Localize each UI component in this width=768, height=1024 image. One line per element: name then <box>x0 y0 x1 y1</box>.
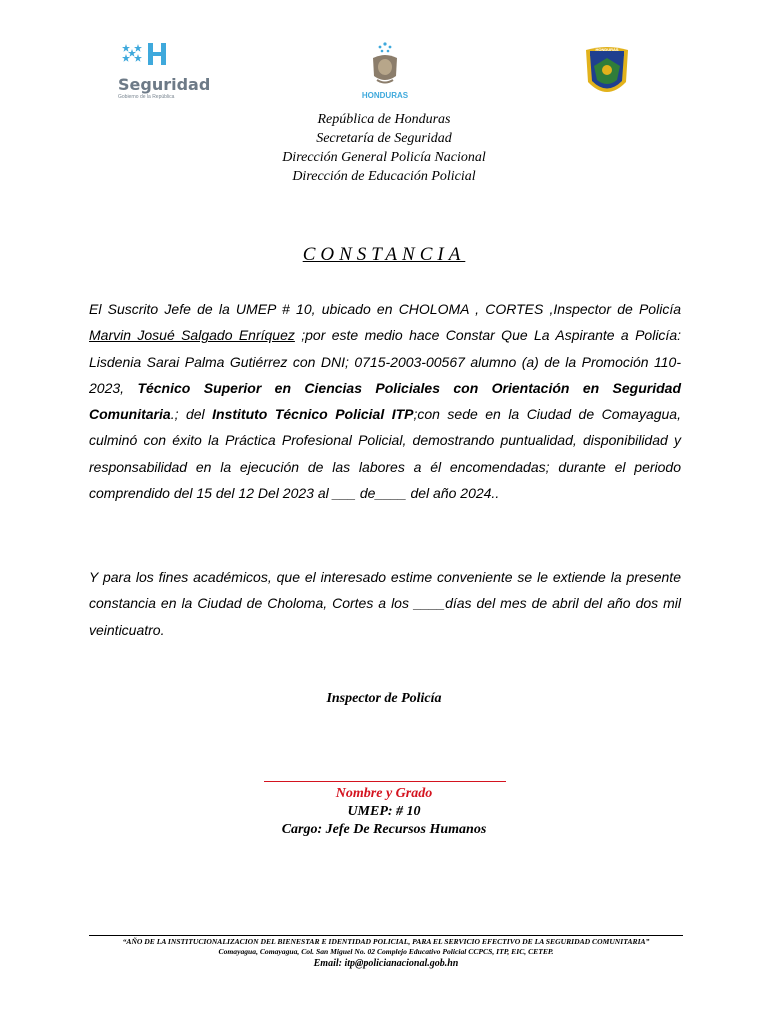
shield-label: HONDURAS <box>595 47 619 52</box>
cargo-label: Cargo: Jefe De Recursos Humanos <box>281 822 487 837</box>
document-title <box>0 244 768 266</box>
body-text-3: .; del <box>170 406 213 423</box>
seguridad-logo-text: Seguridad <box>118 75 211 94</box>
body-text-2: ;por este medio hace Constar Que La Aspirante a Policía: Lisdenia Sarai Palma Gutiérrez con DNI; 0715-2003-00567 alumno (a) de la Promoción 110-2023, <box>89 327 681 396</box>
seguridad-logo-subtitle: Gobierno de la República <box>118 94 175 100</box>
honduras-emblem <box>352 40 418 102</box>
signer-role: Inspector de Policía <box>326 691 442 706</box>
coat-of-arms-icon <box>352 40 418 86</box>
body-text-4: ;con sede en la Ciudad de Comayagua, culminó con éxito la Práctica Profesional Policial, demostrando puntualidad, disponibilidad y responsabilidad en la ejecución de las labores a él encomendadas; durante el periodo comprendido del 15 del 12 Del 2023 al ___ de____ del año 2024.. <box>89 406 681 502</box>
umep-label: UMEP: # 10 <box>347 804 421 819</box>
footer-divider <box>89 935 683 936</box>
footer-motto: “AÑO DE LA INSTITUCIONALIZACION DEL BIENESTAR E IDENTIDAD POLICIAL, PARA EL SERVICIO EFECTIVO DE LA SEGURIDAD COMUNITARIA” <box>122 937 650 946</box>
name-grade-label: Nombre y Grado <box>335 786 433 801</box>
police-shield-icon <box>582 44 632 104</box>
header-direction-education: Dirección de Educación Policial <box>292 169 476 184</box>
letterhead <box>0 110 768 186</box>
footer-address: Comayagua, Comayagua, Col. San Miguel No. 02 Complejo Educativo Policial CCPCS, ITP, EIC, CETEP. <box>218 947 554 956</box>
institute-name: Instituto Técnico Policial ITP <box>212 406 414 423</box>
signature-line <box>264 781 506 782</box>
body-text-1: El Suscrito Jefe de la UMEP # 10, ubicado en CHOLOMA , CORTES ,Inspector de Policía <box>89 301 681 317</box>
police-shield-logo <box>582 44 632 104</box>
footer-email: Email: itp@policianacional.gob.hn <box>313 958 459 969</box>
seguridad-logo <box>118 40 228 104</box>
header-direction-police: Dirección General Policía Nacional <box>282 150 486 165</box>
header-republic: República de Honduras <box>317 112 451 127</box>
officer-name: Marvin Josué Salgado Enríquez <box>89 327 295 344</box>
signature-block <box>0 785 768 839</box>
closing-paragraph: Y para los fines académicos, que el interesado estime conveniente se le extiende la presente constancia en la Ciudad de Choloma, Cortes a los ____días del mes de abril del año dos mil veinticuatro. <box>89 569 681 638</box>
header-secretariat: Secretaría de Seguridad <box>316 131 452 146</box>
footer <box>100 937 672 970</box>
course-name: Técnico Superior en Ciencias Policiales con Orientación en Seguridad Comunitaria <box>89 379 682 423</box>
certificate-body <box>89 296 681 506</box>
title-text: CONSTANCIA <box>302 244 466 265</box>
honduras-logo-text: HONDURAS <box>361 91 409 100</box>
seguridad-star-h-icon <box>118 40 228 70</box>
